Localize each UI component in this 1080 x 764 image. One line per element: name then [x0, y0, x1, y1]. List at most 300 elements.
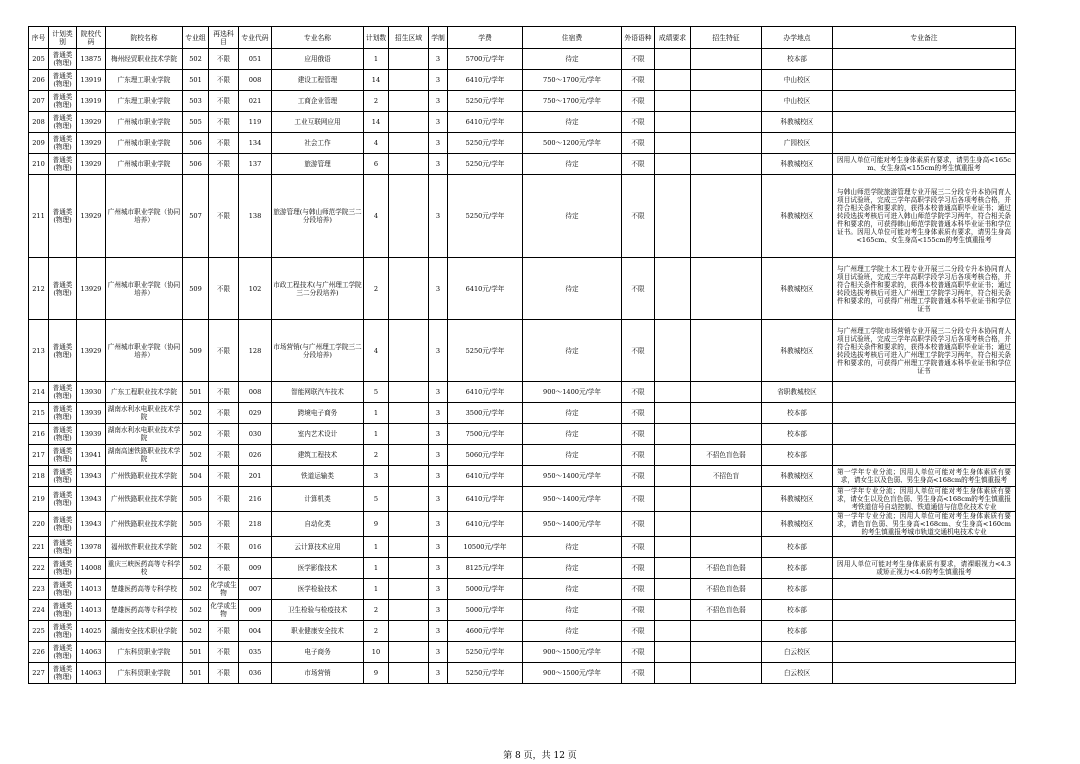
cell-tuition: 3500元/学年	[448, 403, 523, 424]
cell-tuition: 5700元/学年	[448, 49, 523, 70]
cell-accommodation: 750～1700元/学年	[523, 91, 622, 112]
cell-seq: 226	[29, 642, 49, 663]
cell-campus: 科教城校区	[762, 154, 833, 175]
table-row	[29, 579, 1016, 600]
cell-tuition: 4600元/学年	[448, 621, 523, 642]
cell-school-name: 湖南安全技术职业学院	[106, 621, 183, 642]
cell-score-requirement	[655, 91, 691, 112]
cell-school-code: 13939	[77, 424, 106, 445]
cell-enroll-feature: 不招色盲色弱	[691, 445, 762, 466]
cell-major-notes: 因用人单位可能对考生身体素质有要求，请裸眼视力<4.3或矫正视力<4.6的考生慎重报考	[833, 558, 1016, 579]
cell-tuition: 5060元/学年	[448, 445, 523, 466]
cell-score-requirement	[655, 112, 691, 133]
cell-enroll-feature	[691, 49, 762, 70]
cell-major-code: 051	[239, 49, 272, 70]
cell-major-code: 009	[239, 558, 272, 579]
cell-major-name: 铁道运输类	[272, 466, 364, 487]
cell-duration: 3	[429, 403, 448, 424]
cell-accommodation: 750～1700元/学年	[523, 70, 622, 91]
cell-plan-count: 14	[364, 70, 389, 91]
cell-major-name: 计算机类	[272, 487, 364, 512]
cell-major-group: 505	[183, 512, 209, 537]
table-row	[29, 133, 1016, 154]
cell-major-group: 502	[183, 579, 209, 600]
cell-tuition: 10500元/学年	[448, 537, 523, 558]
cell-accommodation: 待定	[523, 403, 622, 424]
column-header-enroll-region: 招生区域	[389, 27, 429, 49]
cell-duration: 3	[429, 258, 448, 320]
cell-major-name: 建筑工程技术	[272, 445, 364, 466]
cell-school-code: 14063	[77, 642, 106, 663]
cell-major-notes	[833, 70, 1016, 91]
cell-major-name: 职业健康安全技术	[272, 621, 364, 642]
cell-campus: 白云校区	[762, 642, 833, 663]
cell-enroll-feature: 不招色盲	[691, 466, 762, 487]
cell-enroll-feature: 不招色盲色弱	[691, 558, 762, 579]
column-header-duration: 学制	[429, 27, 448, 49]
cell-tuition: 5250元/学年	[448, 175, 523, 258]
cell-major-group: 502	[183, 558, 209, 579]
column-header-plan-count: 计划数	[364, 27, 389, 49]
cell-enroll-region	[389, 70, 429, 91]
table-header-row	[29, 27, 1016, 49]
cell-major-notes	[833, 600, 1016, 621]
cell-score-requirement	[655, 663, 691, 684]
cell-major-group: 502	[183, 600, 209, 621]
cell-major-name: 旅游管理	[272, 154, 364, 175]
cell-elective-subjects: 不限	[209, 466, 239, 487]
cell-score-requirement	[655, 487, 691, 512]
cell-plan-category: 普通类(物理)	[49, 133, 77, 154]
cell-school-code: 13875	[77, 49, 106, 70]
cell-major-notes: 因用人单位可能对考生身体素质有要求，请男生身高<165cm、女生身高<155cm的考生慎重报考	[833, 154, 1016, 175]
cell-major-group: 502	[183, 49, 209, 70]
cell-major-code: 004	[239, 621, 272, 642]
cell-duration: 3	[429, 424, 448, 445]
cell-enroll-feature	[691, 537, 762, 558]
cell-enroll-region	[389, 558, 429, 579]
cell-school-name: 广州铁路职业技术学院	[106, 466, 183, 487]
column-header-major-name: 专业名称	[272, 27, 364, 49]
cell-score-requirement	[655, 512, 691, 537]
cell-score-requirement	[655, 424, 691, 445]
cell-seq: 208	[29, 112, 49, 133]
cell-elective-subjects: 不限	[209, 663, 239, 684]
cell-major-code: 216	[239, 487, 272, 512]
cell-plan-count: 1	[364, 558, 389, 579]
cell-major-notes: 第一学年专业分流；因用人单位可能对考生身体素质有要求，请女生以及色弱、男生身高<168cm的考生慎重报考	[833, 466, 1016, 487]
cell-seq: 205	[29, 49, 49, 70]
cell-plan-category: 普通类(物理)	[49, 663, 77, 684]
cell-enroll-feature	[691, 382, 762, 403]
cell-tuition: 5250元/学年	[448, 663, 523, 684]
cell-elective-subjects: 不限	[209, 558, 239, 579]
cell-campus: 校本部	[762, 558, 833, 579]
cell-campus: 白云校区	[762, 663, 833, 684]
cell-seq: 220	[29, 512, 49, 537]
table-row	[29, 70, 1016, 91]
cell-plan-count: 2	[364, 91, 389, 112]
cell-campus: 校本部	[762, 621, 833, 642]
cell-major-notes	[833, 133, 1016, 154]
cell-major-code: 035	[239, 642, 272, 663]
cell-foreign-language: 不限	[622, 512, 655, 537]
cell-plan-category: 普通类(物理)	[49, 537, 77, 558]
cell-enroll-region	[389, 445, 429, 466]
table-row	[29, 466, 1016, 487]
cell-plan-count: 4	[364, 320, 389, 382]
cell-plan-category: 普通类(物理)	[49, 382, 77, 403]
cell-seq: 227	[29, 663, 49, 684]
cell-enroll-region	[389, 320, 429, 382]
cell-duration: 3	[429, 642, 448, 663]
table-row	[29, 403, 1016, 424]
cell-elective-subjects: 不限	[209, 621, 239, 642]
table-row	[29, 91, 1016, 112]
table-row	[29, 642, 1016, 663]
cell-seq: 225	[29, 621, 49, 642]
cell-score-requirement	[655, 403, 691, 424]
cell-accommodation: 待定	[523, 112, 622, 133]
cell-seq: 210	[29, 154, 49, 175]
cell-accommodation: 500～1200元/学年	[523, 133, 622, 154]
cell-major-notes	[833, 579, 1016, 600]
cell-elective-subjects: 不限	[209, 512, 239, 537]
cell-tuition: 5250元/学年	[448, 133, 523, 154]
cell-seq: 215	[29, 403, 49, 424]
cell-major-name: 工业互联网应用	[272, 112, 364, 133]
cell-school-name: 广州铁路职业技术学院	[106, 487, 183, 512]
cell-seq: 211	[29, 175, 49, 258]
cell-elective-subjects: 化学或生物	[209, 600, 239, 621]
cell-duration: 3	[429, 91, 448, 112]
cell-major-code: 137	[239, 154, 272, 175]
cell-major-code: 029	[239, 403, 272, 424]
cell-school-code: 13941	[77, 445, 106, 466]
cell-enroll-feature	[691, 112, 762, 133]
table-row	[29, 621, 1016, 642]
cell-enroll-feature	[691, 133, 762, 154]
cell-major-code: 201	[239, 466, 272, 487]
cell-major-code: 119	[239, 112, 272, 133]
cell-foreign-language: 不限	[622, 91, 655, 112]
cell-foreign-language: 不限	[622, 258, 655, 320]
cell-major-name: 跨境电子商务	[272, 403, 364, 424]
cell-school-name: 湖南高速铁路职业技术学院	[106, 445, 183, 466]
cell-school-name: 广州铁路职业技术学院	[106, 512, 183, 537]
cell-campus: 省职教城校区	[762, 382, 833, 403]
cell-campus: 校本部	[762, 579, 833, 600]
cell-accommodation: 待定	[523, 621, 622, 642]
cell-major-notes: 第一学年专业分流；因用人单位可能对考生身体素质有要求，请色盲色弱、男生身高<168cm、女生身高<160cm的考生慎重报考城市轨道交通机电技术专业	[833, 512, 1016, 537]
cell-foreign-language: 不限	[622, 49, 655, 70]
cell-plan-count: 5	[364, 487, 389, 512]
cell-major-notes: 与韩山师范学院旅游管理专业开展三二分段专升本协同育人项目试验班，完成三学年高职学段学习后各项考核合格，并符合相关条件和要求的，获得本校普通高职毕业证书；通过转段选拔考核后可进入韩山师范学院学习两年，符合相关条件和要求的，可获得韩山师范学院普通本科毕业证书和学位证书。因用人单位可能对考生身体素质有要求，请男生身高<165cm、女生身高<155cm的考生慎重报考	[833, 175, 1016, 258]
cell-major-group: 502	[183, 445, 209, 466]
cell-accommodation: 待定	[523, 579, 622, 600]
cell-major-group: 506	[183, 133, 209, 154]
table-row	[29, 258, 1016, 320]
cell-foreign-language: 不限	[622, 70, 655, 91]
cell-enroll-region	[389, 537, 429, 558]
table-row	[29, 558, 1016, 579]
cell-score-requirement	[655, 445, 691, 466]
cell-school-name: 广州城市职业学院（协同培养）	[106, 320, 183, 382]
cell-school-name: 湖南水利水电职业技术学院	[106, 403, 183, 424]
cell-school-code: 13929	[77, 320, 106, 382]
cell-plan-category: 普通类(物理)	[49, 258, 77, 320]
cell-school-code: 13943	[77, 466, 106, 487]
admission-plan-table	[28, 26, 1016, 684]
cell-score-requirement	[655, 154, 691, 175]
cell-major-code: 007	[239, 579, 272, 600]
cell-school-name: 广州城市职业学院（协同培养）	[106, 258, 183, 320]
cell-major-group: 504	[183, 466, 209, 487]
cell-tuition: 5250元/学年	[448, 154, 523, 175]
cell-tuition: 6410元/学年	[448, 112, 523, 133]
cell-plan-category: 普通类(物理)	[49, 558, 77, 579]
cell-plan-count: 9	[364, 663, 389, 684]
cell-tuition: 6410元/学年	[448, 70, 523, 91]
cell-foreign-language: 不限	[622, 663, 655, 684]
cell-seq: 222	[29, 558, 49, 579]
cell-major-name: 自动化类	[272, 512, 364, 537]
cell-enroll-region	[389, 600, 429, 621]
cell-campus: 科教城校区	[762, 512, 833, 537]
column-header-major-group: 专业组	[183, 27, 209, 49]
cell-foreign-language: 不限	[622, 320, 655, 382]
cell-tuition: 5250元/学年	[448, 91, 523, 112]
column-header-major-notes: 专业备注	[833, 27, 1016, 49]
cell-tuition: 6410元/学年	[448, 512, 523, 537]
cell-school-code: 14013	[77, 579, 106, 600]
cell-enroll-feature	[691, 175, 762, 258]
cell-major-group: 502	[183, 424, 209, 445]
cell-school-name: 广州城市职业学院	[106, 112, 183, 133]
cell-seq: 206	[29, 70, 49, 91]
table-row	[29, 445, 1016, 466]
cell-major-name: 市场营销(与广州理工学院三二分段培养)	[272, 320, 364, 382]
cell-elective-subjects: 不限	[209, 320, 239, 382]
cell-foreign-language: 不限	[622, 558, 655, 579]
cell-tuition: 8125元/学年	[448, 558, 523, 579]
cell-enroll-feature	[691, 258, 762, 320]
cell-major-group: 507	[183, 175, 209, 258]
cell-score-requirement	[655, 600, 691, 621]
cell-major-code: 036	[239, 663, 272, 684]
cell-plan-count: 3	[364, 466, 389, 487]
cell-plan-category: 普通类(物理)	[49, 487, 77, 512]
cell-plan-category: 普通类(物理)	[49, 642, 77, 663]
cell-accommodation: 待定	[523, 537, 622, 558]
table-row	[29, 537, 1016, 558]
cell-major-name: 医学影像技术	[272, 558, 364, 579]
table-row	[29, 49, 1016, 70]
cell-major-code: 026	[239, 445, 272, 466]
cell-campus: 科教城校区	[762, 487, 833, 512]
cell-foreign-language: 不限	[622, 579, 655, 600]
cell-major-code: 138	[239, 175, 272, 258]
cell-major-notes	[833, 621, 1016, 642]
cell-major-code: 128	[239, 320, 272, 382]
cell-plan-category: 普通类(物理)	[49, 424, 77, 445]
cell-major-name: 应用俄语	[272, 49, 364, 70]
cell-accommodation: 待定	[523, 154, 622, 175]
cell-duration: 3	[429, 579, 448, 600]
cell-seq: 217	[29, 445, 49, 466]
cell-foreign-language: 不限	[622, 112, 655, 133]
page-footer: 第 8 页，共 12 页	[503, 751, 577, 761]
cell-major-group: 502	[183, 403, 209, 424]
cell-plan-category: 普通类(物理)	[49, 70, 77, 91]
cell-score-requirement	[655, 382, 691, 403]
cell-elective-subjects: 不限	[209, 537, 239, 558]
cell-enroll-feature	[691, 91, 762, 112]
cell-campus: 科教城校区	[762, 466, 833, 487]
table-body	[29, 49, 1016, 684]
cell-school-name: 广州城市职业学院	[106, 133, 183, 154]
cell-seq: 214	[29, 382, 49, 403]
cell-school-code: 14013	[77, 600, 106, 621]
cell-foreign-language: 不限	[622, 424, 655, 445]
cell-accommodation: 待定	[523, 320, 622, 382]
cell-major-notes: 第一学年专业分流；因用人单位可能对考生身体素质有要求，请女生以及色盲色弱、男生身高<168cm的考生慎重报考铁道信号自动控制、铁道通信与信息化技术专业	[833, 487, 1016, 512]
cell-plan-count: 5	[364, 382, 389, 403]
cell-major-group: 503	[183, 91, 209, 112]
cell-campus: 科教城校区	[762, 320, 833, 382]
cell-campus: 科教城校区	[762, 112, 833, 133]
cell-plan-category: 普通类(物理)	[49, 445, 77, 466]
cell-enroll-feature	[691, 487, 762, 512]
cell-school-name: 福州软件职业技术学院	[106, 537, 183, 558]
cell-major-code: 134	[239, 133, 272, 154]
column-header-enroll-feature: 招生特征	[691, 27, 762, 49]
cell-elective-subjects: 不限	[209, 487, 239, 512]
cell-school-code: 13943	[77, 487, 106, 512]
cell-seq: 213	[29, 320, 49, 382]
cell-accommodation: 待定	[523, 258, 622, 320]
cell-major-group: 509	[183, 320, 209, 382]
cell-score-requirement	[655, 49, 691, 70]
cell-school-code: 13978	[77, 537, 106, 558]
cell-seq: 224	[29, 600, 49, 621]
cell-school-name: 楚雄医药高等专科学校	[106, 600, 183, 621]
cell-major-notes	[833, 445, 1016, 466]
cell-plan-count: 1	[364, 537, 389, 558]
cell-foreign-language: 不限	[622, 487, 655, 512]
cell-school-code: 13919	[77, 91, 106, 112]
cell-foreign-language: 不限	[622, 403, 655, 424]
cell-school-name: 广州城市职业学院	[106, 154, 183, 175]
cell-duration: 3	[429, 600, 448, 621]
cell-foreign-language: 不限	[622, 382, 655, 403]
cell-duration: 3	[429, 537, 448, 558]
cell-enroll-region	[389, 154, 429, 175]
cell-major-code: 008	[239, 70, 272, 91]
cell-major-group: 509	[183, 258, 209, 320]
cell-plan-category: 普通类(物理)	[49, 49, 77, 70]
cell-plan-count: 2	[364, 258, 389, 320]
table-row	[29, 424, 1016, 445]
cell-score-requirement	[655, 133, 691, 154]
cell-duration: 3	[429, 49, 448, 70]
cell-major-notes	[833, 642, 1016, 663]
cell-major-name: 旅游管理(与韩山师范学院三二分段培养)	[272, 175, 364, 258]
cell-tuition: 6410元/学年	[448, 382, 523, 403]
cell-school-code: 13930	[77, 382, 106, 403]
cell-elective-subjects: 不限	[209, 403, 239, 424]
table-row	[29, 600, 1016, 621]
cell-score-requirement	[655, 579, 691, 600]
cell-enroll-region	[389, 663, 429, 684]
cell-elective-subjects: 不限	[209, 133, 239, 154]
cell-tuition: 6410元/学年	[448, 258, 523, 320]
cell-score-requirement	[655, 70, 691, 91]
cell-major-code: 009	[239, 600, 272, 621]
cell-enroll-region	[389, 487, 429, 512]
cell-plan-category: 普通类(物理)	[49, 512, 77, 537]
cell-seq: 219	[29, 487, 49, 512]
cell-plan-count: 1	[364, 424, 389, 445]
cell-major-name: 建设工程管理	[272, 70, 364, 91]
table-row	[29, 487, 1016, 512]
cell-accommodation: 待定	[523, 424, 622, 445]
cell-school-name: 楚雄医药高等专科学校	[106, 579, 183, 600]
cell-score-requirement	[655, 558, 691, 579]
cell-major-name: 卫生检验与检疫技术	[272, 600, 364, 621]
cell-campus: 校本部	[762, 49, 833, 70]
cell-enroll-region	[389, 621, 429, 642]
cell-school-name: 广东理工职业学院	[106, 70, 183, 91]
column-header-seq: 序号	[29, 27, 49, 49]
cell-enroll-feature	[691, 663, 762, 684]
cell-major-notes	[833, 382, 1016, 403]
cell-plan-count: 2	[364, 621, 389, 642]
cell-plan-count: 6	[364, 154, 389, 175]
cell-tuition: 6410元/学年	[448, 466, 523, 487]
cell-tuition: 5250元/学年	[448, 642, 523, 663]
cell-elective-subjects: 不限	[209, 70, 239, 91]
cell-score-requirement	[655, 642, 691, 663]
cell-duration: 3	[429, 70, 448, 91]
cell-school-name: 广东理工职业学院	[106, 91, 183, 112]
table-row	[29, 320, 1016, 382]
cell-accommodation: 待定	[523, 49, 622, 70]
cell-foreign-language: 不限	[622, 537, 655, 558]
cell-accommodation: 待定	[523, 175, 622, 258]
cell-campus: 广园校区	[762, 133, 833, 154]
column-header-plan-category: 计划类别	[49, 27, 77, 49]
cell-campus: 科教城校区	[762, 175, 833, 258]
cell-school-name: 广东科贸职业学院	[106, 663, 183, 684]
column-header-foreign-language: 外语语种	[622, 27, 655, 49]
cell-school-code: 13929	[77, 258, 106, 320]
cell-school-code: 13919	[77, 70, 106, 91]
cell-tuition: 5000元/学年	[448, 579, 523, 600]
cell-elective-subjects: 化学或生物	[209, 579, 239, 600]
cell-enroll-region	[389, 112, 429, 133]
cell-duration: 3	[429, 558, 448, 579]
cell-major-group: 501	[183, 382, 209, 403]
cell-seq: 218	[29, 466, 49, 487]
cell-major-notes	[833, 91, 1016, 112]
cell-major-group: 502	[183, 621, 209, 642]
cell-enroll-region	[389, 642, 429, 663]
cell-major-notes	[833, 112, 1016, 133]
cell-foreign-language: 不限	[622, 133, 655, 154]
cell-accommodation: 900～1500元/学年	[523, 663, 622, 684]
cell-major-group: 501	[183, 663, 209, 684]
